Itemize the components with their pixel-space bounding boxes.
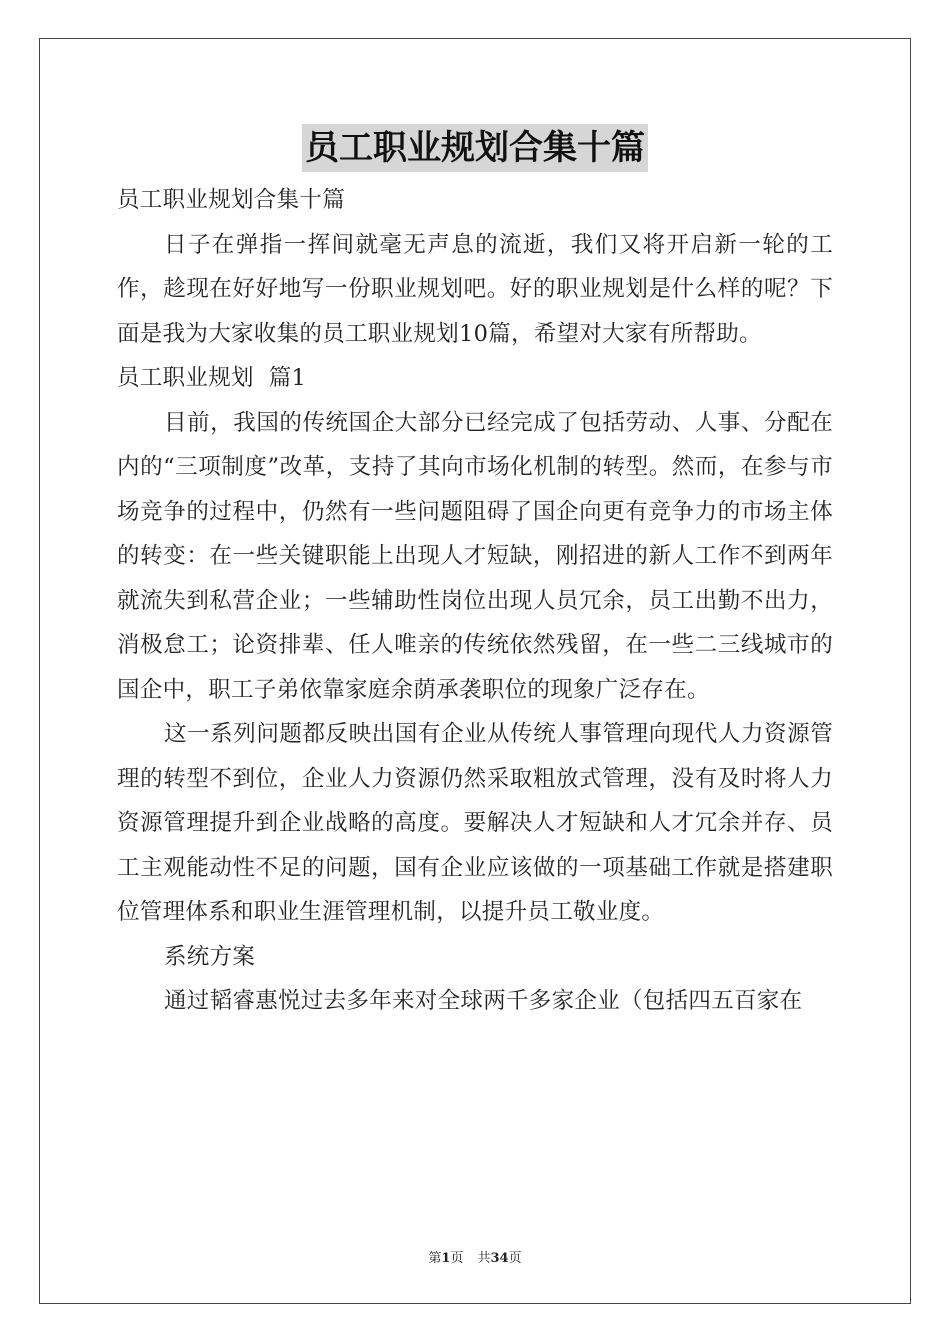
total-suffix: 页 — [508, 1251, 522, 1266]
total-prefix: 共 — [477, 1251, 491, 1266]
page-footer — [0, 1247, 950, 1266]
body-paragraph-1: 目前，我国的传统国企大部分已经完成了包括劳动、人事、分配在内的“三项制度”改革，支持了其向市场化机制的转型。然而，在参与市场竞争的过程中，仍然有一些问题阻碍了国企向更有竞争力的市场主体的转变：在一些关键职能上出现人才短缺，刚招进的新人工作不到两年就流失到私营企业；一些辅助性岗位出现人员冗余，员工出勤不出力，消极怠工；论资排辈、任人唯亲的传统依然残留，在一些二三线城市的国企中，职工子弟依靠家庭余荫承袭职位的现象广泛存在。 — [117, 409, 833, 703]
body-paragraph-3: 系统方案 — [164, 943, 256, 970]
total-pages: 34 — [490, 1251, 509, 1266]
page-number: 1 — [441, 1251, 451, 1266]
intro-paragraph: 日子在弹指一挥间就毫无声息的流逝，我们又将开启新一轮的工作，趁现在好好地写一份职业规划吧。好的职业规划是什么样的呢？下面是我为大家收集的员工职业规划10篇，希望对大家有所帮助。 — [117, 231, 833, 347]
page-prefix: 第 — [428, 1251, 442, 1266]
document-title: 员工职业规划合集十篇 — [302, 124, 648, 172]
document-body — [117, 178, 833, 1024]
body-paragraph-2: 这一系列问题都反映出国有企业从传统人事管理向现代人力资源管理的转型不到位，企业人力资源仍然采取粗放式管理，没有及时将人力资源管理提升到企业战略的高度。要解决人才短缺和人才冗余并存、员工主观能动性不足的问题，国有企业应该做的一项基础工作就是搭建职位管理体系和职业生涯管理机制，以提升员工敬业度。 — [117, 721, 833, 925]
title-container — [0, 124, 950, 172]
subtitle: 员工职业规划合集十篇 — [117, 187, 346, 213]
page-suffix: 页 — [450, 1251, 464, 1266]
body-paragraph-4: 通过韬睿惠悦过去多年来对全球两千多家企业（包括四五百家在 — [164, 988, 803, 1014]
section-heading: 员工职业规划 篇1 — [117, 365, 307, 391]
